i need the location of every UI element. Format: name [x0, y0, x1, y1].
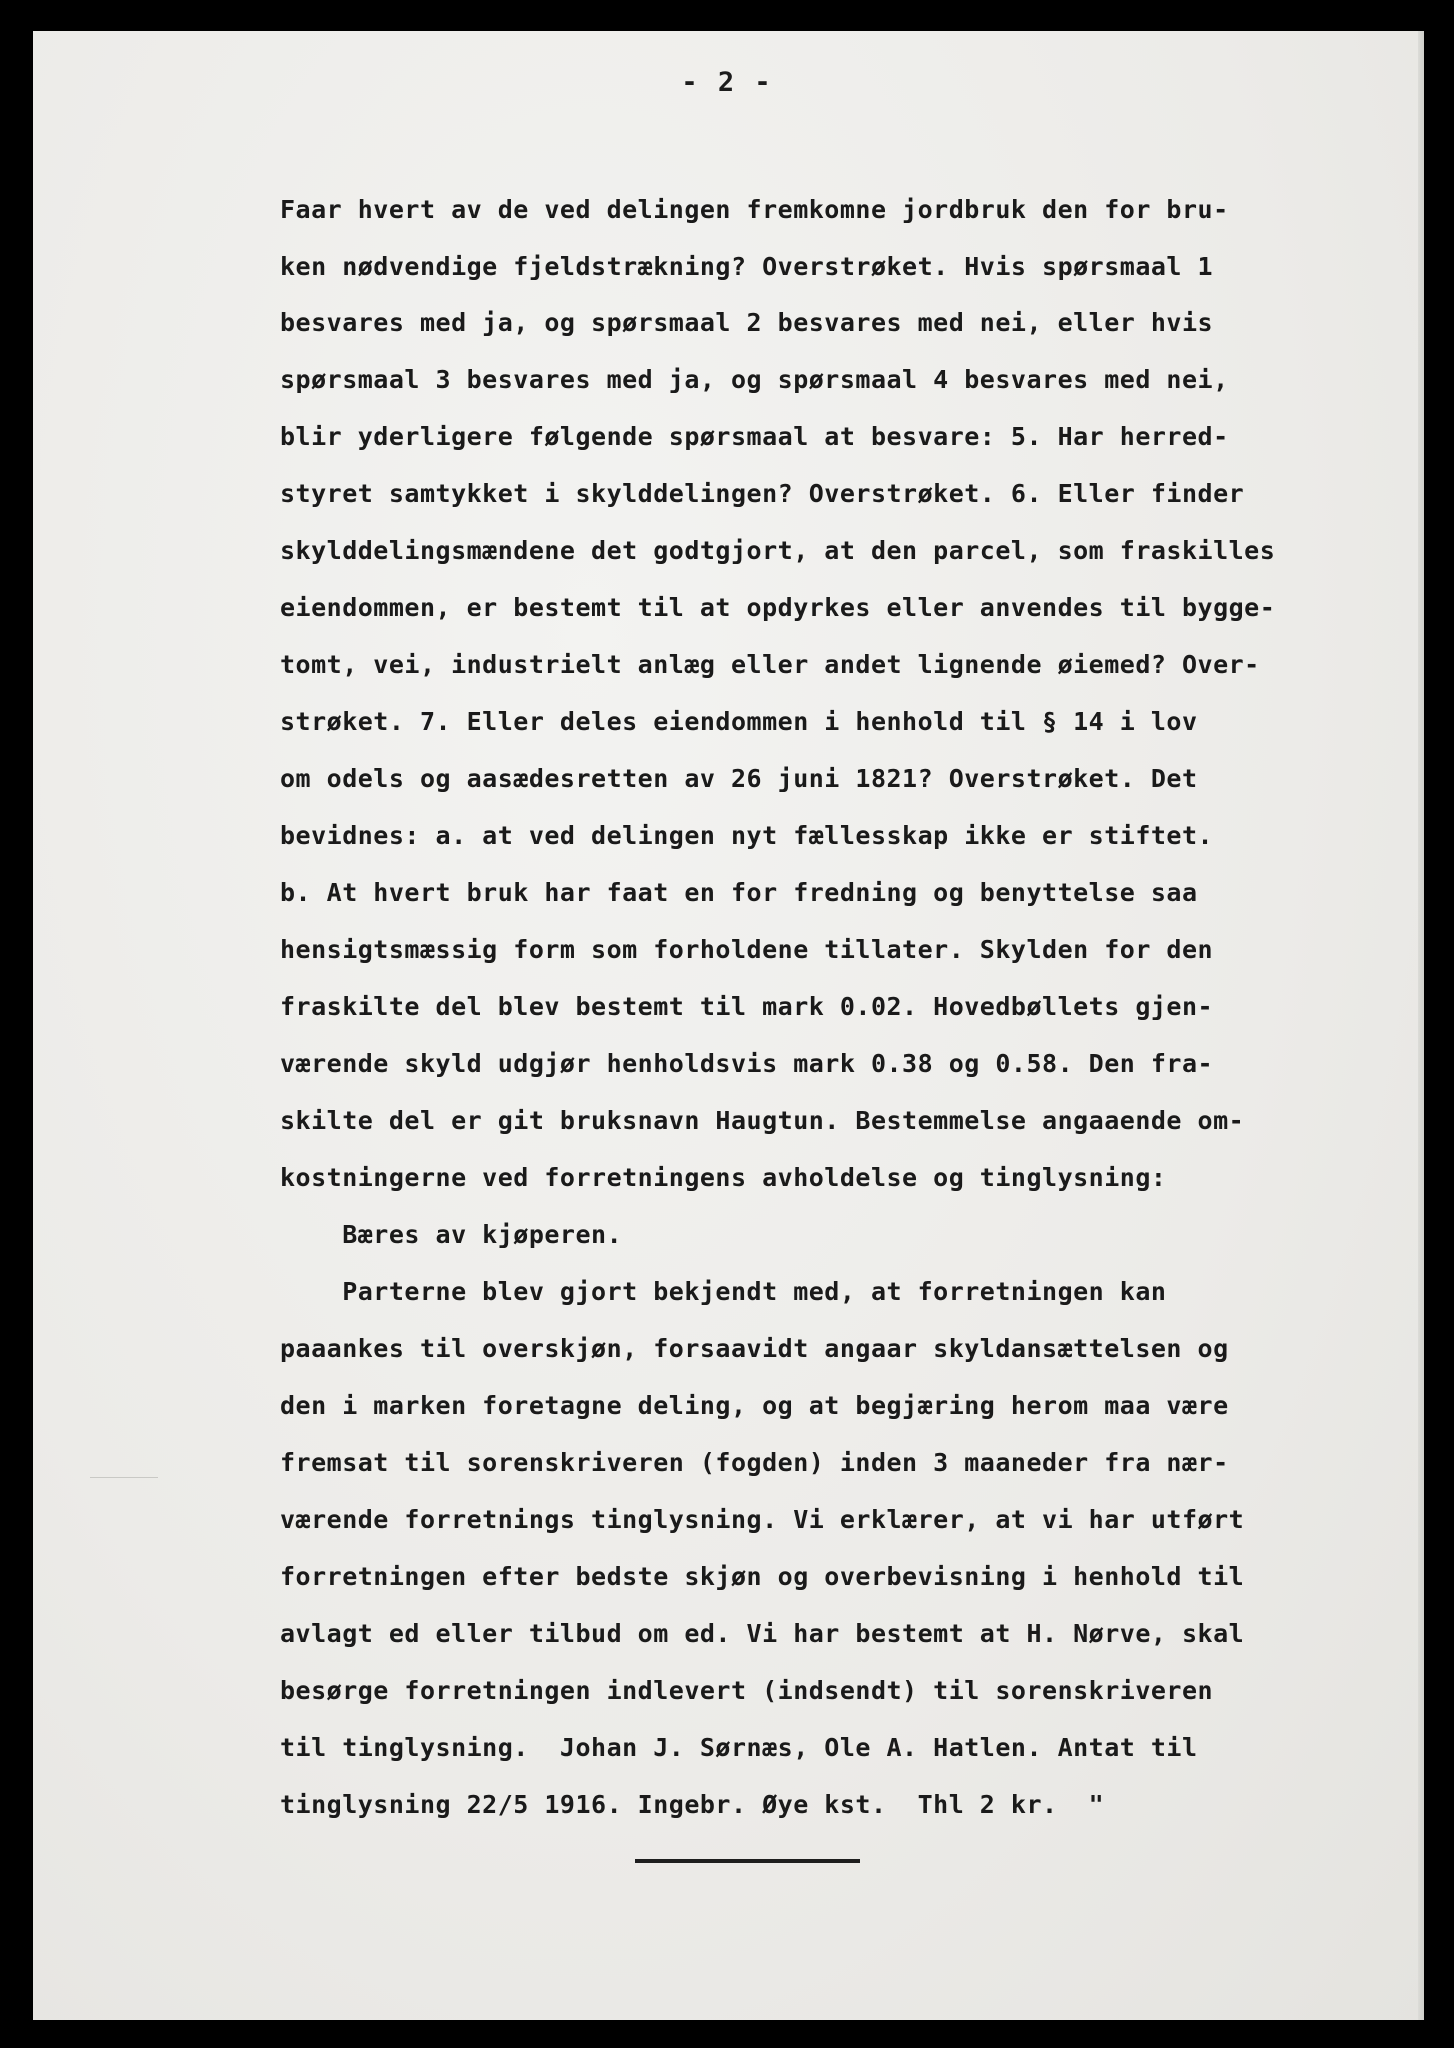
text-line: blir yderligere følgende spørsmaal at besvare: 5. Har herred-: [280, 422, 1229, 451]
text-line: b. At hvert bruk har faat en for fredning og benyttelse saa: [280, 878, 1198, 907]
text-line: tomt, vei, industrielt anlæg eller andet lignende øiemed? Over-: [280, 650, 1260, 679]
text-line: fraskilte del blev bestemt til mark 0.02. Hovedbøllets gjen-: [280, 992, 1214, 1021]
text-line: Parterne blev gjort bekjendt med, at forretningen kan: [280, 1277, 1167, 1306]
text-line: værende forretnings tinglysning. Vi erklærer, at vi har utført: [280, 1505, 1245, 1534]
text-line: strøket. 7. Eller deles eiendommen i henhold til § 14 i lov: [280, 707, 1198, 736]
page-edge-shadow: [1418, 31, 1424, 2020]
text-line: spørsmaal 3 besvares med ja, og spørsmaal 4 besvares med nei,: [280, 365, 1229, 394]
text-line: styret samtykket i skylddelingen? Overstrøket. 6. Eller finder: [280, 479, 1245, 508]
text-line: ken nødvendige fjeldstrækning? Overstrøket. Hvis spørsmaal 1: [280, 252, 1214, 281]
text-line: forretningen efter bedste skjøn og overbevisning i henhold til: [280, 1562, 1245, 1591]
margin-mark: [90, 1477, 158, 1478]
text-line: tinglysning 22/5 1916. Ingebr. Øye kst. Thl 2 kr. ": [280, 1790, 1105, 1819]
text-line: bevidnes: a. at ved delingen nyt fællesskap ikke er stiftet.: [280, 821, 1214, 850]
page-number: - 2 -: [681, 67, 773, 98]
text-line: avlagt ed eller tilbud om ed. Vi har bestemt at H. Nørve, skal: [280, 1619, 1245, 1648]
text-line: skylddelingsmændene det godtgjort, at den parcel, som fraskilles: [280, 536, 1276, 565]
text-line: skilte del er git bruksnavn Haugtun. Bestemmelse angaaende om-: [280, 1106, 1245, 1135]
text-line: den i marken foretagne deling, og at begjæring herom maa være: [280, 1391, 1229, 1420]
text-line: paaankes til overskjøn, forsaavidt angaar skyldansættelsen og: [280, 1334, 1229, 1363]
text-line: værende skyld udgjør henholdsvis mark 0.38 og 0.58. Den fra-: [280, 1049, 1214, 1078]
text-line: kostningerne ved forretningens avholdelse og tinglysning:: [280, 1163, 1167, 1192]
text-line: eiendommen, er bestemt til at opdyrkes eller anvendes til bygge-: [280, 593, 1276, 622]
text-line: Bæres av kjøperen.: [280, 1220, 623, 1249]
text-line: besvares med ja, og spørsmaal 2 besvares med nei, eller hvis: [280, 308, 1214, 337]
text-line: til tinglysning. Johan J. Sørnæs, Ole A. Hatlen. Antat til: [280, 1733, 1198, 1762]
text-line: besørge forretningen indlevert (indsendt) til sorenskriveren: [280, 1676, 1214, 1705]
closing-rule: [635, 1859, 860, 1863]
text-line: hensigtsmæssig form som forholdene tillater. Skylden for den: [280, 935, 1214, 964]
text-line: Faar hvert av de ved delingen fremkomne jordbruk den for bru-: [280, 195, 1229, 224]
text-line: om odels og aasædesretten av 26 juni 1821? Overstrøket. Det: [280, 764, 1198, 793]
text-line: fremsat til sorenskriveren (fogden) inden 3 maaneder fra nær-: [280, 1448, 1229, 1477]
